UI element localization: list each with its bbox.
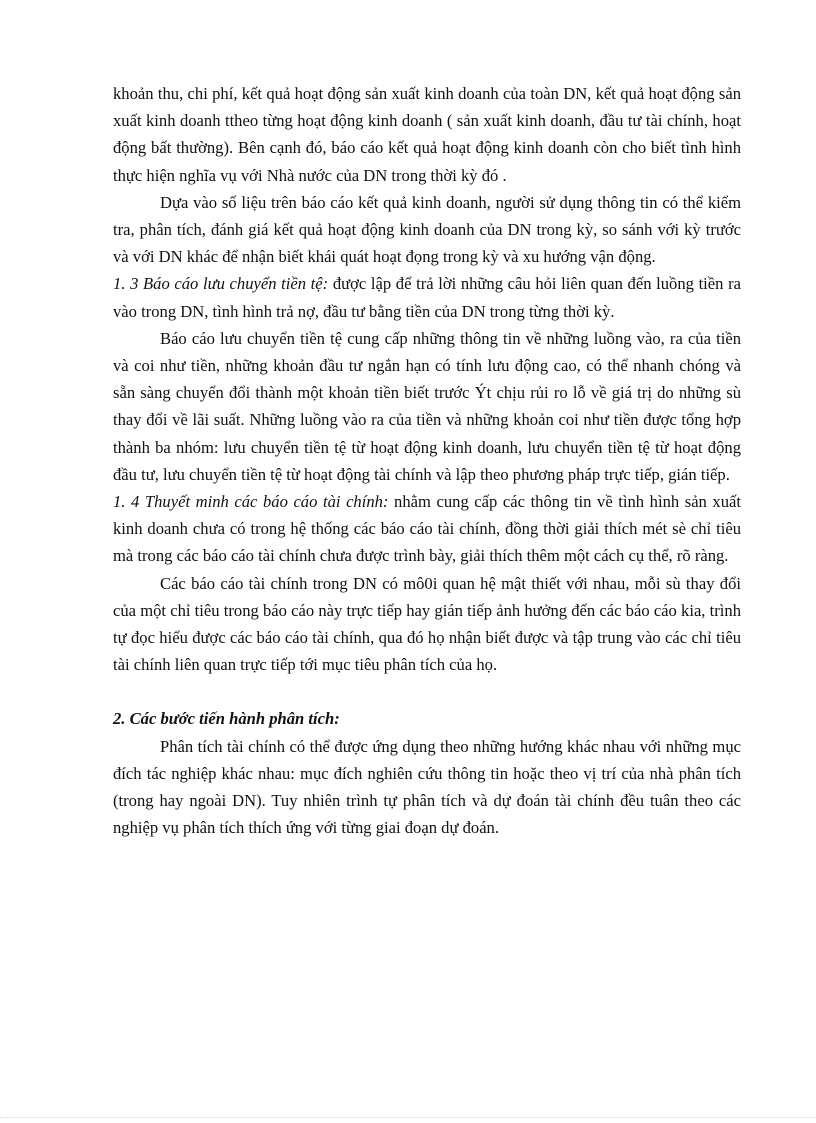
document-page: [113, 80, 741, 841]
notes-heading: 1. 4 Thuyết minh các báo cáo tài chính:: [113, 492, 389, 512]
cash-flow-heading: 1. 3 Báo cáo lưu chuyển tiền tệ:: [113, 274, 329, 294]
page-bottom-divider: [0, 1117, 816, 1118]
paragraph-income-statement-continued: khoản thu, chi phí, kết quả hoạt động sản xuất kinh doanh của toàn DN, kết quả hoạt động sản xuất kinh doanh ttheo từng hoạt động kinh doanh ( sản xuất kinh doanh, đầu tư tài chính, hoạt động bất thường). Bên cạnh đó, báo cáo kết quả hoạt động kinh doanh còn cho biết tình hình thực hiện nghĩa vụ với Nhà nước của DN trong thời kỳ đó .: [113, 84, 741, 185]
section-2-heading: 2. Các bước tiến hành phân tích:: [113, 709, 340, 729]
paragraph-cash-flow-detail: Báo cáo lưu chuyển tiền tệ cung cấp những thông tin về những luồng vào, ra của tiền và coi như tiền, những khoản đầu tư ngắn hạn có tính lưu động cao, có thể nhanh chóng và sẵn sàng chuyển đổi thành một khoản tiền biết trước Ýt chịu rủi ro lỗ về giá trị do những sù thay đổi về lãi suất. Những luồng vào ra của tiền và những khoản coi như tiền được tổng hợp thành ba nhóm: lưu chuyển tiền tệ từ hoạt động kinh doanh, lưu chuyển tiền tệ từ hoạt động đầu tư, lưu chuyển tiền tệ từ hoạt động tài chính và lập theo phương pháp trực tiếp, gián tiếp.: [113, 328, 741, 484]
cash-flow-intro-text: được lập để trả lời những câu hỏi liên quan đến luồng tiền ra vào trong DN, tình hình trả nợ, đầu tư bằng tiền của DN trong từng thời kỳ.: [113, 274, 741, 321]
paragraph-section-2: Phân tích tài chính có thể được ứng dụng theo những hướng khác nhau với những mục đích tác nghiệp khác nhau: mục đích nghiên cứu thông tin hoặc theo vị trí của nhà phân tích (trong hay ngoài DN). Tuy nhiên trình tự phân tích và dự đoán tài chính đều tuân theo các nghiệp vụ phân tích thích ứng với từng giai đoạn dự đoán.: [113, 736, 741, 838]
paragraph-notes-intro: [113, 488, 741, 570]
notes-intro-text: nhằm cung cấp các thông tin về tình hình sản xuất kinh doanh chưa có trong hệ thống các báo cáo tài chính, đồng thời giải thích mét sè chỉ tiêu mà trong các báo cáo tài chính chưa được trình bày, giải thích thêm một cách cụ thể, rõ ràng.: [113, 492, 741, 566]
paragraph-statements-relationship: Các báo cáo tài chính trong DN có mô0i quan hệ mật thiết với nhau, mỗi sù thay đổi của một chỉ tiêu trong báo cáo này trực tiếp hay gián tiếp ảnh hưởng đến các báo cáo kia, trình tự đọc hiểu được các báo cáo tài chính, qua đó họ nhận biết được và tập trung vào các chỉ tiêu tài chính liên quan trực tiếp tới mục tiêu phân tích của họ.: [113, 573, 741, 675]
paragraph-income-statement-usage: Dựa vào số liệu trên báo cáo kết quả kinh doanh, người sử dụng thông tin có thể kiểm tra, phân tích, đánh giá kết quả hoạt động kinh doanh của DN trong kỳ, so sánh với kỳ trước và với DN khác để nhận biết khái quát hoạt đọng trong kỳ và xu hướng vận động.: [113, 192, 741, 267]
paragraph-cash-flow-intro: [113, 270, 741, 324]
